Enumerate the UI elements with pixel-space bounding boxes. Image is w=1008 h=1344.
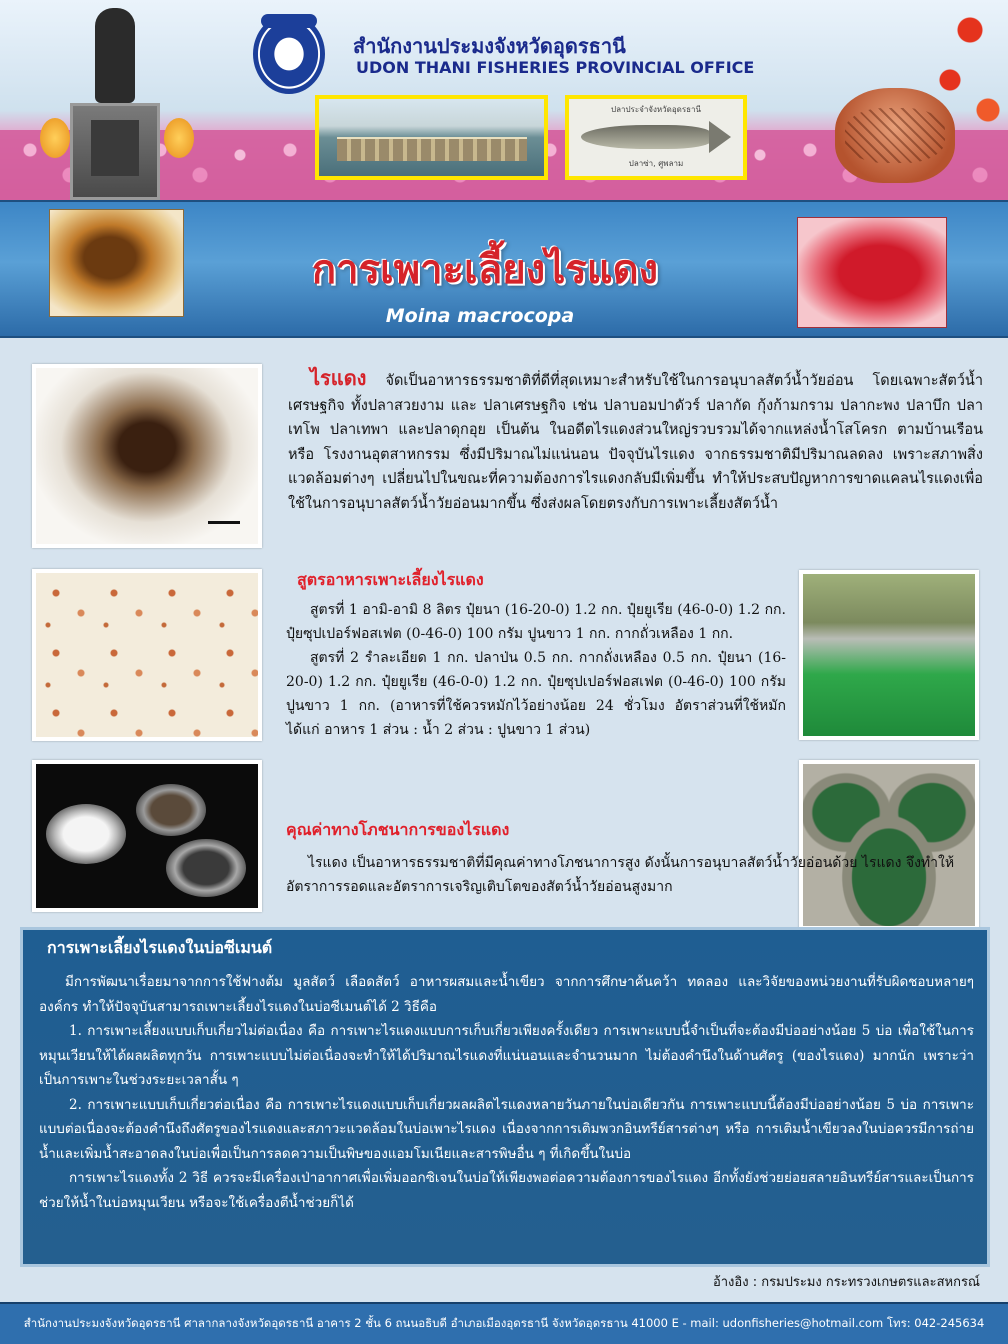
monument-statue-image [40, 8, 190, 200]
header-banner [0, 0, 1008, 200]
footer-text: สำนักงานประมงจังหวัดอุดรธานี ศาลากลางจังหวัดอุดรธานี อาคาร 2 ชั้น 6 ถนนอธิบดี อำเภอเมืองอุดรธานี จังหวัดอุดรธาน 41000 E - mail: udonfisheries@hotmail.com โทร: 042-245634 [23, 1316, 985, 1330]
cement-intro: มีการพัฒนาเรื่อยมาจากการใช้ฟางต้ม มูลสัตว์ เลือดสัตว์ อาหารผสมและน้ำเขียว จากการศึกษาค้นคว้า ทดลอง และวิจัยของหน่วยงานที่รับผิดชอบหลายๆ องค์กร ทำให้ปัจจุบันสามารถเพาะเลี้ยงไรแดงในบ่อซีเมนต์ได้ 2 วิธีคือ [39, 974, 974, 1015]
feed-ingredients-photo [32, 760, 262, 912]
cement-section-title: การเพาะเลี้ยงไรแดงในบ่อซีเมนต์ [47, 938, 273, 957]
formula-1: สูตรที่ 1 อามิ-อามิ 8 ลิตร ปุ๋ยนา (16-20-0) 1.2 กก. ปุ๋ยยูเรีย (46-0-0) 1.2 กก. ปุ๋ยซุปเปอร์ฟอสเฟต (0-46-0) 100 กรัม ปูนขาว 1 กก. กากถั่วเหลือง 1 กก. [286, 602, 786, 642]
round-tanks-photo [799, 760, 979, 930]
red-flowers-image [930, 0, 1008, 140]
cement-section-body [39, 970, 974, 1215]
intro-text: จัดเป็นอาหารธรรมชาติที่ดีที่สุดเหมาะสำหรับใช้ในการอนุบาลสัตว์น้ำวัยอ่อน โดยเฉพาะสัตว์น้ำเศรษฐกิจ ทั้งปลาสวยงาม และ ปลาเศรษฐกิจ เช่น ปลาบอมปาดัวร์ ปลากัด กุ้งก้ามกราม ปลากะพง ปลาบึก ปลาเทโพ ปลาเทพา และปลาดุกอุย เป็นต้น ในอดีตไรแดงส่วนใหญ่รวบรวมได้จากแหล่งน้ำโสโครก ตามบ้านเรือน หรือ โรงงานอุตสาหกรรม ซึ่งมีปริมาณไม่แน่นอน ปัจจุบันไรแดง จากธรรมชาติมีปริมาณลดลง เพราะสภาพสิ่งแวดล้อมต่างๆ เปลี่ยนไปในขณะที่ความต้องการไรแดงกลับมีเพิ่มขึ้น ทำให้ประสบปัญหาการขาดแคลนไรแดงเพื่อใช้ในการอนุบาลสัตว์น้ำวัยอ่อนมากขึ้น ซึ่งส่งผลโดยตรงกับการเพาะเลี้ยงสัตว์น้ำ [288, 373, 983, 512]
fish-caption-bottom: ปลาซ่า, ศูพลาม [628, 159, 684, 168]
reference: อ้างอิง : กรมประมง กระทรวงเกษตรและสหกรณ์ [712, 1275, 980, 1290]
moina-microscope-photo [32, 364, 262, 548]
cement-pond-section [20, 927, 990, 1267]
provincial-fish-photo [565, 95, 747, 180]
nutrition-section-title: คุณค่าทางโภชนาการของไรแดง [286, 820, 510, 839]
cement-note: การเพาะไรแดงทั้ง 2 วิธี ควรจะมีเครื่องเป่าอากาศเพื่อเพิ่มออกซิเจนในบ่อให้เพียงพอต่อความต้องการของไรแดง อีกทั้งยังช่วยย่อยสลายอินทรีย์สารและเป็นการช่วยให้น้ำในบ่อหมุนเวียน หรือจะใช้เครื่องตีน้ำช่วยก็ได้ [39, 1170, 974, 1211]
scale-bar [208, 521, 240, 524]
moina-photo-left [49, 209, 184, 317]
scientific-name: Moina macrocopa [385, 305, 575, 327]
cement-method-1: 1. การเพาะเลี้ยงแบบเก็บเกี่ยวไม่ต่อเนื่อง คือ การเพาะไรแดงแบบการเก็บเกี่ยวเพียงครั้งเดียว การเพาะแบบนี้จำเป็นที่จะต้องมีบ่ออย่างน้อย 5 บ่อ เพื่อใช้ในการหมุนเวียนให้ได้ผลผลิตทุกวัน การเพาะแบบไม่ต่อเนื่องจะทำให้ได้ปริมาณไรแดงที่แน่นอนและจำนวนมาก ไม่ต้องคำนึงในด้านศัตรู (ของไรแดง) มากนัก เพราะว่าเป็นการเพาะในช่วงระยะเวลาสั้น ๆ [39, 1023, 974, 1088]
intro-keyword: ไรแดง [310, 366, 367, 390]
cement-method-2: 2. การเพาะแบบเก็บเกี่ยวต่อเนื่อง คือ การเพาะไรแดงแบบเก็บเกี่ยวผลผลิตไรแดงหลายวันภายในบ่อเดียวกัน การเพาะแบบนี้ต้องมีบ่ออย่างน้อย 5 บ่อ การเพาะแบบต่อเนื่องจะต้องคำนึงถึงศัตรูของไรแดงและสภาวะแวดล้อมในบ่อเพาะไรแดง เนื่องจากการเติมพวกอินทรีย์สารต่างๆ หรือ การเติมน้ำเขียวลงในบ่อควรมีการถ่ายน้ำและเพิ่มน้ำสะอาดลงในบ่อเพื่อเป็นการลดความเป็นพิษของแอมโมเนียและสารพิษอื่น ๆ ที่เกิดขึ้นในบ่อ [39, 1096, 974, 1162]
moina-photo-right [797, 217, 947, 328]
title-band [0, 200, 1008, 338]
fish-caption-top: ปลาประจำจังหวัดอุดรธานี [610, 105, 702, 114]
office-name-thai: สำนักงานประมงจังหวัดอุดรธานี [353, 34, 626, 58]
fish-cage-photo [315, 95, 548, 180]
intro-paragraph [288, 366, 983, 516]
formula-section [286, 598, 786, 742]
nutrition-text: ไรแดง เป็นอาหารธรรมชาติที่มีคุณค่าทางโภชนาการสูง ดังนั้นการอนุบาลสัตว์น้ำวัยอ่อนด้วย ไรแดง จึงทำให้อัตราการรอดและอัตราการเจริญเติบโตของสัตว์น้ำวัยอ่อนสูงมาก [286, 855, 955, 895]
formula-section-title: สูตรอาหารเพาะเลี้ยงไรแดง [297, 570, 484, 589]
moina-swarm-photo [32, 569, 262, 741]
page-title: การเพาะเลี้ยงไรแดง [311, 246, 659, 293]
cement-pond-photo [799, 570, 979, 740]
office-name-english: UDON THANI FISHERIES PROVINCIAL OFFICE [356, 58, 755, 77]
fish-icon [581, 125, 711, 149]
formula-2: สูตรที่ 2 รำละเอียด 1 กก. ปลาป่น 0.5 กก. กากถั่งเหลือง 0.5 กก. ปุ๋ยนา (16-20-0) 1.2 กก. ปุ๋ยยูเรีย (46-0-0) 1.2 กก. ปุ๋ยซุปเปอร์ฟอสเฟต (0-46-0) 100 กรัม ปูนขาว 1 กก. (อาหารที่ใช้ควรหมักไว้อย่างน้อย 24 ชั่วโมง อัตราส่วนที่ใช้หมัก ได้แก่ อาหาร 1 ส่วน : น้ำ 2 ส่วน : ปูนขาว 1 ส่วน) [286, 650, 786, 738]
footer-contact [0, 1302, 1008, 1344]
nutrition-section [286, 851, 966, 899]
